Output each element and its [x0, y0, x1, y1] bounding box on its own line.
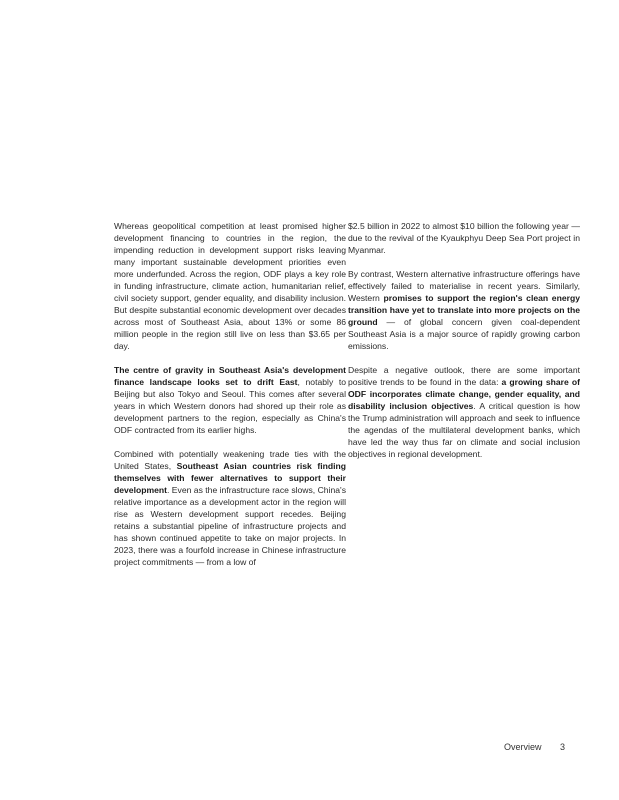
paragraph-western-alternatives: [348, 268, 580, 352]
paragraph-centre-of-gravity: [114, 364, 346, 436]
paragraph-text: Whereas geopolitical competition at least promised higher development financing to countries in the region, the impending reduction in development support risks leaving many important sustainable development priorities even more underfunded. Across the region, ODF plays a key role in funding infrastructure, climate action, humanitarian relief, civil society support, gender equality, and disability inclusion. But despite substantial economic development over decades across most of Southeast Asia, about 13% or some 86 million people in the region still live on less than $3.65 per day.: [114, 221, 346, 351]
paragraph-text: . Even as the infrastructure race slows, China's relative importance as a development actor in the region will rise as Western development support recedes. Beijing retains a substantial pipeline of infrastructure projects and has shown continued appetite to take on major projects. In 2023, there was a fourfold increase in Chinese infrastructure project commitments — from a low of: [114, 485, 346, 567]
paragraph-text: By contrast, Western alternative infrastructure offerings have effectively failed to materialise in recent years. Similarly, Western: [348, 269, 580, 303]
paragraph-text: — of global concern given coal-dependent Southeast Asia is a major source of rapidly growing carbon emissions.: [348, 317, 580, 351]
paragraph-positive-trends: [348, 364, 580, 460]
page-number: 3: [560, 742, 566, 752]
paragraph-kyaukphyu: [348, 220, 580, 256]
bold-highlight: promises to support the region's clean energy transition have yet to translate into more projects on the ground: [348, 293, 580, 327]
paragraph-text: . A critical question is how the Trump administration will approach and seek to influence the agendas of the multilateral development banks, which have led the way thus far on climate and social inclusion objectives in regional development.: [348, 401, 581, 459]
right-column: [348, 220, 580, 472]
paragraph-geopolitical-competition: [114, 220, 346, 352]
paragraph-text: $2.5 billion in 2022 to almost $10 billion the following year — due to the revival of the Kyaukphyu Deep Sea Port project in Myanmar.: [348, 221, 580, 255]
paragraph-text: Combined with potentially weakening trade ties with the United States,: [114, 449, 346, 471]
paragraph-text: , notably to Beijing but also Tokyo and Seoul. This comes after several years in which Western donors had shored up their role as development partners to the region, especially as China's ODF contracted from its earlier highs.: [114, 377, 347, 435]
bold-highlight: Southeast Asian countries risk finding themselves with fewer alternatives to support their development: [114, 461, 346, 495]
paragraph-weakening-trade-ties: [114, 448, 346, 568]
section-label: Overview: [504, 742, 542, 752]
left-column: [114, 220, 346, 580]
bold-highlight: a growing share of ODF incorporates climate change, gender equality, and disability inclusion objectives: [348, 377, 580, 411]
bold-highlight: The centre of gravity in Southeast Asia's development finance landscape looks set to drift East: [114, 365, 346, 387]
paragraph-text: Despite a negative outlook, there are some important positive trends to be found in the data:: [348, 365, 580, 387]
